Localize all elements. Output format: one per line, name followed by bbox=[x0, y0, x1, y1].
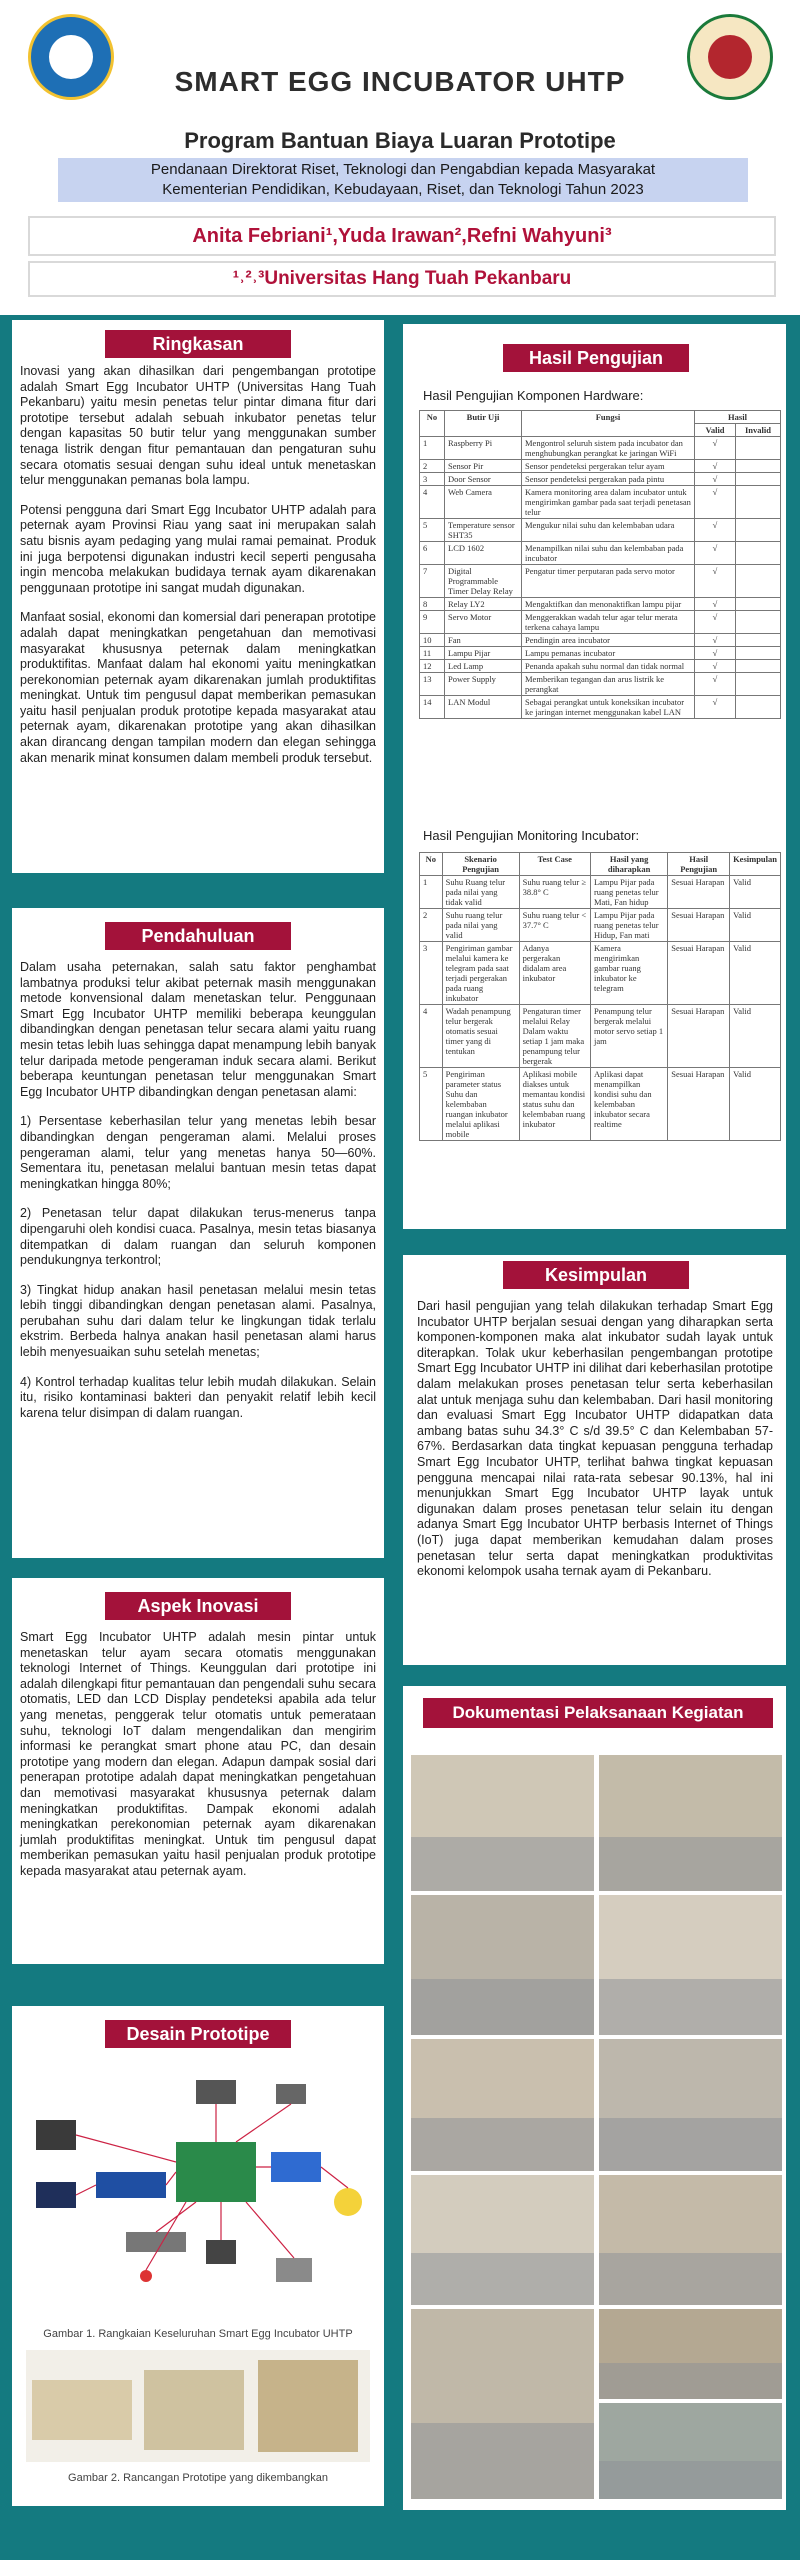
cell-butir: Lampu Pijar bbox=[445, 647, 522, 660]
cell-no: 13 bbox=[420, 673, 445, 696]
ringkasan-title: Ringkasan bbox=[105, 330, 291, 358]
cell-skenario: Pengiriman gambar melalui kamera ke telegram pada saat terjadi pergerakan pada ruang inkubator bbox=[442, 942, 519, 1005]
cell-kesimpulan: Valid bbox=[730, 1068, 781, 1141]
cell-valid: √ bbox=[695, 634, 736, 647]
cell-fungsi: Penanda apakah suhu normal dan tidak normal bbox=[522, 660, 695, 673]
cell-invalid bbox=[736, 460, 781, 473]
pendahuluan-panel bbox=[12, 908, 384, 1558]
cell-invalid bbox=[736, 673, 781, 696]
cell-hasil: Sesuai Harapan bbox=[668, 1005, 730, 1068]
col-hasil-pengujian: Hasil Pengujian bbox=[668, 853, 730, 876]
circuit-diagram bbox=[26, 2062, 370, 2312]
cell-harapan: Aplikasi dapat menampilkan kondisi suhu dan kelembaban inkubator secara realtime bbox=[590, 1068, 667, 1141]
pendahuluan-paragraph: 1) Persentase keberhasilan telur yang menetas lebih besar dibandingkan dengan pengeraman alami. Melalui proses pengeraman alami, telur yang menetas hanya 50—60%. Sementara itu, penetasan melalui bantuan mesin tetas dapat meningkatkan hingga 80%; bbox=[20, 1114, 376, 1191]
cell-invalid bbox=[736, 611, 781, 634]
pir-sensor-icon bbox=[276, 2084, 306, 2104]
cell-invalid bbox=[736, 519, 781, 542]
cell-skenario: Pengiriman parameter status Suhu dan kelembaban ruangan inkubator melalui aplikasi mobile bbox=[442, 1068, 519, 1141]
incubator-front-view bbox=[258, 2360, 358, 2452]
table-row bbox=[420, 437, 781, 460]
cell-skenario: Wadah penampung telur bergerak otomatis sesuai timer yang di tentukan bbox=[442, 1005, 519, 1068]
cell-no: 10 bbox=[420, 634, 445, 647]
pendahuluan-paragraph: 2) Penetasan telur dapat dilakukan terus-menerus tanpa dipengaruhi oleh kondisi cuaca. Pasalnya, mesin tetas biasanya ditempatkan di dalam ruangan dan seluruh komponen pendukungnya terkontrol; bbox=[20, 1206, 376, 1268]
hardware-table bbox=[419, 410, 781, 719]
cell-kesimpulan: Valid bbox=[730, 1005, 781, 1068]
cell-no: 11 bbox=[420, 647, 445, 660]
fan-icon bbox=[276, 2258, 312, 2282]
pendahuluan-paragraph: 3) Tingkat hidup anakan hasil penetasan melalui mesin tetas lebih tinggi dibandingkan dengan penetasan alami. Pasalnya, perubahan suhu dari dalam telur ke lingkungan tidak terlalu ekstrim. Berbeda halnya anakan hasil penetasan alami harus lebih menyesuaikan suhu setelah menetas; bbox=[20, 1282, 376, 1360]
cell-valid: √ bbox=[695, 611, 736, 634]
cell-fungsi: Sensor pendeteksi pergerakan pada pintu bbox=[522, 473, 695, 486]
kesimpulan-panel bbox=[403, 1255, 786, 1665]
activity-photo bbox=[410, 2038, 595, 2172]
kesimpulan-paragraph: Dari hasil pengujian yang telah dilakukan terhadap Smart Egg Incubator UHTP berjalan sesuai dengan yang diharapkan serta komponen-komponen maka alat inkubator sudah layak untuk diterapkan. Tolak ukur keberhasilan pengembangan prototipe Smart Egg Incubator UHTP ini dilihat dari keberhasilan prototipe dalam melakukan proses penetasan telur serta keberhasilan alat untuk menjaga suhu dan kelembaban. Dari hasil monitoring dan evaluasi Smart Egg Incubator UHTP didapatkan data ambang batas suhu 34.3° C s/d 39.5° C dan Kelembaban 57-67%. Berdasarkan data tingkat kepuasan pengguna terhadap Smart Egg Incubator UHTP, terlihat bahwa tingkat kepuasan pengguna mencapai nilai rata-rata sebesar 90.13%, hal ini menunjukkan Smart Egg Incubator UHTP layak untuk digunakan dalam proses penetasan telur selain itu dengan adanya Smart Egg Incubator UHTP berbasis Internet of Things (IoT) juga dapat memberikan kemudahan dalam proses penetasan telur serta dapat meningkatkan produktivitas ekonomi kelompok usaha ternak ayam di Pekanbaru. bbox=[417, 1299, 773, 1579]
cell-fungsi: Kamera monitoring area dalam incubator untuk mengirimkan gambar pada saat terjadi penetasan telur bbox=[522, 486, 695, 519]
relay-icon bbox=[271, 2152, 321, 2182]
cell-valid: √ bbox=[695, 519, 736, 542]
table-row bbox=[420, 942, 781, 1005]
servo-icon bbox=[206, 2240, 236, 2264]
table-row bbox=[420, 460, 781, 473]
cell-valid: √ bbox=[695, 473, 736, 486]
table-row bbox=[420, 611, 781, 634]
cell-no: 9 bbox=[420, 611, 445, 634]
table-row bbox=[420, 598, 781, 611]
cell-hasil: Sesuai Harapan bbox=[668, 942, 730, 1005]
cell-test: Suhu ruang telur < 37.7° C bbox=[519, 909, 590, 942]
table-row bbox=[420, 909, 781, 942]
poster-title: SMART EGG INCUBATOR UHTP bbox=[174, 66, 626, 97]
activity-photo bbox=[598, 1894, 783, 2036]
cell-butir: Servo Motor bbox=[445, 611, 522, 634]
table-row bbox=[420, 660, 781, 673]
col-fungsi: Fungsi bbox=[522, 411, 695, 437]
cell-fungsi: Lampu pemanas incubator bbox=[522, 647, 695, 660]
figure-2-caption: Gambar 2. Rancangan Prototipe yang dikembangkan bbox=[68, 2472, 328, 2484]
table-row bbox=[420, 486, 781, 519]
cell-no: 2 bbox=[420, 909, 443, 942]
cell-harapan: Lampu Pijar pada ruang penetas telur Hidup, Fan mati bbox=[590, 909, 667, 942]
ringkasan-paragraph: Inovasi yang akan dihasilkan dari pengembangan prototipe adalah Smart Egg Incubator UHTP (Universitas Hang Tuah Pekanbaru) yaitu mesin penetas telur pintar dimana fitur dari prototipe tersebut adalah sebuah inkubator penetas telur dengan kapasitas 50 butir telur yang menggunakan sumber tenaga listrik dengan fitur pemantauan dan pengaturan suhu secara otomatis sesuai dengan suhu ideal untuk menetaskan telur menggunakan pemanas bola lampu. bbox=[20, 364, 376, 488]
cell-butir: Fan bbox=[445, 634, 522, 647]
cell-butir: LCD 1602 bbox=[445, 542, 522, 565]
cell-valid: √ bbox=[695, 660, 736, 673]
ringkasan-paragraph: Manfaat sosial, ekonomi dan komersial dari penerapan prototipe adalah dapat meningkatkan pengetahuan dan memotivasi masyarakat khususnya peternak dalam meningkatkan produktifitas. Manfaat dalam hal ekonomi yaitu meningkatkan perekonomian peternak ayam dikarenakan jumlah produktifitas meningkat. Untuk tim pengusul dapat memberikan pemasukan yaitu hasil penjualan produk prototipe kepada masyarakat atau peternak ayam, dikarenakan prototipe yang akan dihasilkan akan dirancang dengan tampilan modern dan elegan sehingga akan menarik minat konsumen dalam membeli produk tersebut. bbox=[20, 610, 376, 765]
cell-butir: Door Sensor bbox=[445, 473, 522, 486]
table-row bbox=[420, 519, 781, 542]
incubator-inside-view bbox=[32, 2380, 132, 2440]
cell-valid: √ bbox=[695, 696, 736, 719]
activity-photo bbox=[598, 1754, 783, 1892]
desain-panel bbox=[12, 2006, 384, 2506]
cell-hasil: Sesuai Harapan bbox=[668, 1068, 730, 1141]
bulb-icon bbox=[334, 2188, 362, 2216]
cell-fungsi: Mengaktifkan dan menonaktifkan lampu pijar bbox=[522, 598, 695, 611]
cell-hasil: Sesuai Harapan bbox=[668, 909, 730, 942]
cell-valid: √ bbox=[695, 437, 736, 460]
desain-title: Desain Prototipe bbox=[105, 2020, 291, 2048]
activity-photo bbox=[410, 2174, 595, 2306]
cell-butir: Temperature sensor SHT35 bbox=[445, 519, 522, 542]
cell-no: 14 bbox=[420, 696, 445, 719]
kesimpulan-text bbox=[417, 1299, 773, 1594]
col-harapan: Hasil yang diharapkan bbox=[590, 853, 667, 876]
cell-no: 5 bbox=[420, 519, 445, 542]
cell-no: 8 bbox=[420, 598, 445, 611]
col-no: No bbox=[420, 411, 445, 437]
hasil-panel bbox=[403, 324, 786, 1229]
cell-test: Aplikasi mobile diakses untuk memantau kondisi status suhu dan kelembaban ruang inkubator bbox=[519, 1068, 590, 1141]
ringkasan-paragraph: Potensi pengguna dari Smart Egg Incubator UHTP adalah para peternak ayam Provinsi Riau yang saat ini merupakan salah satu bisnis ayam pedaging yang mulai ramai pemainat. Produk ini juga berpotensi digunakan industri kecil seperti pengusaha ingin mencoba melakukan budidaya ternak ayam dikarenakan penggunaan prototipe ini sangat mudah digunakan. bbox=[20, 502, 376, 595]
cell-valid: √ bbox=[695, 647, 736, 660]
cell-butir: Raspberry Pi bbox=[445, 437, 522, 460]
cell-test: Pengaturan timer melalui Relay Dalam waktu setiap 1 jam maka penampung telur bergerak bbox=[519, 1005, 590, 1068]
cell-kesimpulan: Valid bbox=[730, 876, 781, 909]
cell-no: 2 bbox=[420, 460, 445, 473]
program-subtitle: Program Bantuan Biaya Luaran Prototipe bbox=[184, 128, 616, 153]
cell-no: 5 bbox=[420, 1068, 443, 1141]
cell-test: Suhu ruang telur ≥ 38.8° C bbox=[519, 876, 590, 909]
cell-harapan: Penampung telur bergerak melalui motor servo setiap 1 jam bbox=[590, 1005, 667, 1068]
authors: Anita Febriani¹,Yuda Irawan²,Refni Wahyuni³ bbox=[28, 216, 776, 256]
cell-hasil: Sesuai Harapan bbox=[668, 876, 730, 909]
cell-fungsi: Mengukur nilai suhu dan kelembaban udara bbox=[522, 519, 695, 542]
poster-header bbox=[0, 0, 800, 315]
aspek-paragraph: Smart Egg Incubator UHTP adalah mesin pintar untuk menetaskan telur ayam secara otomatis menggunakan teknologi Internet of Things. Keunggulan dari prototipe ini adalah dilengkapi fitur pemantauan dan pengendali suhu secara otomatis, LED dan LCD Display pendeteksi apabila ada telur yang menetas, penggerak telur otomatis untuk pemerataan suhu, teknologi IoT dalam mengendalikan dan mengirim informasi ke perangkat smart phone atau PC, dan desain prototipe yang modern dan elegan. Adapun dampak sosial dari penerapan prototipe adalah dapat meningkatkan pengetahuan dan memotivasi masyarakat khususnya peternak dalam meningkatkan produktifitas. Dampak ekonomi adalah meningkatkan perekonomian peternak ayam dikarenakan jumlah produktifitas meningkat. Untuk tim pengusul dapat memberikan pemasukan yaitu hasil penjualan produk prototipe kepada masyarakat atau peternak ayam. bbox=[20, 1630, 376, 1878]
cell-fungsi: Pendingin area incubator bbox=[522, 634, 695, 647]
cell-no: 4 bbox=[420, 1005, 443, 1068]
col-skenario: Skenario Pengujian bbox=[442, 853, 519, 876]
funding-line-1: Pendanaan Direktorat Riset, Teknologi dan Pengabdian kepada Masyarakat bbox=[150, 161, 656, 178]
cell-no: 3 bbox=[420, 473, 445, 486]
activity-photo bbox=[598, 2038, 783, 2172]
activity-photo bbox=[410, 1894, 595, 2036]
cell-valid: √ bbox=[695, 460, 736, 473]
cell-butir: Web Camera bbox=[445, 486, 522, 519]
cell-valid: √ bbox=[695, 542, 736, 565]
kesimpulan-title: Kesimpulan bbox=[503, 1261, 689, 1289]
col-kesimpulan: Kesimpulan bbox=[730, 853, 781, 876]
cell-invalid bbox=[736, 542, 781, 565]
table-row bbox=[420, 696, 781, 719]
pendahuluan-paragraph: 4) Kontrol terhadap kualitas telur lebih mudah dilakukan. Selain itu, risiko kontaminasi bakteri dan penyakit relatif lebih kecil karena telur disimpan di dalam ruangan. bbox=[20, 1374, 376, 1420]
hasil-title: Hasil Pengujian bbox=[503, 344, 689, 372]
table-row bbox=[420, 634, 781, 647]
cell-valid: √ bbox=[695, 673, 736, 696]
pendahuluan-paragraph: Dalam usaha peternakan, salah satu faktor penghambat lambatnya produksi telur akibat peternak masih menggunakan metode konvensional dalam menetaskan telur. Penggunaan Smart Egg Incubator UHTP memiliki beberapa keunggulan dibandingkan dengan penetasan telur secara alami yaitu ruang mesin tetas lebih luas sehingga dapat menampung lebih banyak telur daripada metode pengeraman induk secara alami. Berikut beberapa keuntungan penetasan telur menggunakan Smart Egg Incubator UHTP dibandingkan dengan penetasan alami: bbox=[20, 960, 376, 1099]
cell-invalid bbox=[736, 634, 781, 647]
table-row bbox=[420, 1068, 781, 1141]
activity-photo bbox=[598, 2308, 783, 2400]
pendahuluan-text bbox=[20, 960, 376, 1435]
cell-butir: Power Supply bbox=[445, 673, 522, 696]
table-row bbox=[420, 876, 781, 909]
activity-photo bbox=[410, 2308, 595, 2500]
monitoring-caption: Hasil Pengujian Monitoring Incubator: bbox=[423, 828, 640, 843]
cell-test: Adanya pergerakan didalam area inkubator bbox=[519, 942, 590, 1005]
cell-invalid bbox=[736, 437, 781, 460]
funding-line-2: Kementerian Pendidikan, Kebudayaan, Riset, dan Teknologi Tahun 2023 bbox=[162, 181, 644, 198]
cell-harapan: Kamera mengirimkan gambar ruang inkubator ke telegram bbox=[590, 942, 667, 1005]
cell-skenario: Suhu Ruang telur pada nilai yang tidak valid bbox=[442, 876, 519, 909]
hardware-caption: Hasil Pengujian Komponen Hardware: bbox=[423, 388, 644, 403]
cell-skenario: Suhu ruang telur pada nilai yang valid bbox=[442, 909, 519, 942]
ringkasan-text bbox=[20, 364, 376, 780]
cell-butir: Digital Programmable Timer Delay Relay bbox=[445, 565, 522, 598]
cell-invalid bbox=[736, 565, 781, 598]
cell-invalid bbox=[736, 660, 781, 673]
cell-butir: LAN Modul bbox=[445, 696, 522, 719]
col-invalid: Invalid bbox=[736, 424, 781, 437]
pendahuluan-title: Pendahuluan bbox=[105, 922, 291, 950]
cell-no: 7 bbox=[420, 565, 445, 598]
cell-butir: Sensor Pir bbox=[445, 460, 522, 473]
cell-harapan: Lampu Pijar pada ruang penetas telur Mati, Fan hidup bbox=[590, 876, 667, 909]
cell-fungsi: Menampilkan nilai suhu dan kelembaban pada incubator bbox=[522, 542, 695, 565]
cell-valid: √ bbox=[695, 486, 736, 519]
aspek-panel bbox=[12, 1578, 384, 1964]
cell-no: 1 bbox=[420, 876, 443, 909]
table-row bbox=[420, 542, 781, 565]
aspek-title: Aspek Inovasi bbox=[105, 1592, 291, 1620]
cell-invalid bbox=[736, 473, 781, 486]
col-hasil: Hasil bbox=[695, 411, 781, 424]
cell-kesimpulan: Valid bbox=[730, 942, 781, 1005]
cell-fungsi: Mengontrol seluruh sistem pada incubator dan menghubungkan perangkat ke jaringan WiFi bbox=[522, 437, 695, 460]
cell-fungsi: Pengatur timer perputaran pada servo motor bbox=[522, 565, 695, 598]
affiliation: ¹˒²˒³Universitas Hang Tuah Pekanbaru bbox=[28, 261, 776, 297]
cell-valid: √ bbox=[695, 598, 736, 611]
prototype-render-image bbox=[26, 2350, 370, 2462]
cell-kesimpulan: Valid bbox=[730, 909, 781, 942]
col-butir-uji: Butir Uji bbox=[445, 411, 522, 437]
timer-relay-icon bbox=[96, 2172, 166, 2198]
col-test-case: Test Case bbox=[519, 853, 590, 876]
cell-butir: Relay LY2 bbox=[445, 598, 522, 611]
led-icon bbox=[140, 2270, 152, 2282]
raspberry-pi-icon bbox=[176, 2142, 256, 2202]
table-row bbox=[420, 647, 781, 660]
cell-fungsi: Menggerakkan wadah telur agar telur merata terkena cahaya lampu bbox=[522, 611, 695, 634]
cell-no: 3 bbox=[420, 942, 443, 1005]
ringkasan-panel bbox=[12, 320, 384, 873]
incubator-side-view bbox=[144, 2370, 244, 2450]
activity-photo bbox=[598, 2174, 783, 2306]
cell-butir: Led Lamp bbox=[445, 660, 522, 673]
cell-no: 1 bbox=[420, 437, 445, 460]
cell-fungsi: Sebagai perangkat untuk koneksikan incubator ke jaringan internet menggunakan kabel LAN bbox=[522, 696, 695, 719]
cell-invalid bbox=[736, 486, 781, 519]
cell-invalid bbox=[736, 598, 781, 611]
cell-invalid bbox=[736, 647, 781, 660]
camera-icon bbox=[196, 2080, 236, 2104]
col-valid: Valid bbox=[695, 424, 736, 437]
monitoring-table bbox=[419, 852, 781, 1141]
col-no: No bbox=[420, 853, 443, 876]
figure-1-caption: Gambar 1. Rangkaian Keseluruhan Smart Egg Incubator UHTP bbox=[43, 2328, 353, 2340]
cell-fungsi: Memberikan tegangan dan arus listrik ke perangkat bbox=[522, 673, 695, 696]
cell-valid: √ bbox=[695, 565, 736, 598]
cell-invalid bbox=[736, 696, 781, 719]
power-supply-icon bbox=[36, 2120, 76, 2150]
funding-box bbox=[58, 158, 748, 202]
dokumentasi-title: Dokumentasi Pelaksanaan Kegiatan bbox=[423, 1698, 773, 1728]
lcd-icon bbox=[36, 2182, 76, 2208]
table-row bbox=[420, 673, 781, 696]
table-row bbox=[420, 473, 781, 486]
table-row bbox=[420, 565, 781, 598]
cell-no: 6 bbox=[420, 542, 445, 565]
cell-no: 4 bbox=[420, 486, 445, 519]
table-row bbox=[420, 1005, 781, 1068]
cell-fungsi: Sensor pendeteksi pergerakan telur ayam bbox=[522, 460, 695, 473]
activity-photo bbox=[598, 2402, 783, 2500]
activity-photo bbox=[410, 1754, 595, 1892]
cell-no: 12 bbox=[420, 660, 445, 673]
lan-module-icon bbox=[126, 2232, 186, 2252]
aspek-text bbox=[20, 1630, 376, 1894]
